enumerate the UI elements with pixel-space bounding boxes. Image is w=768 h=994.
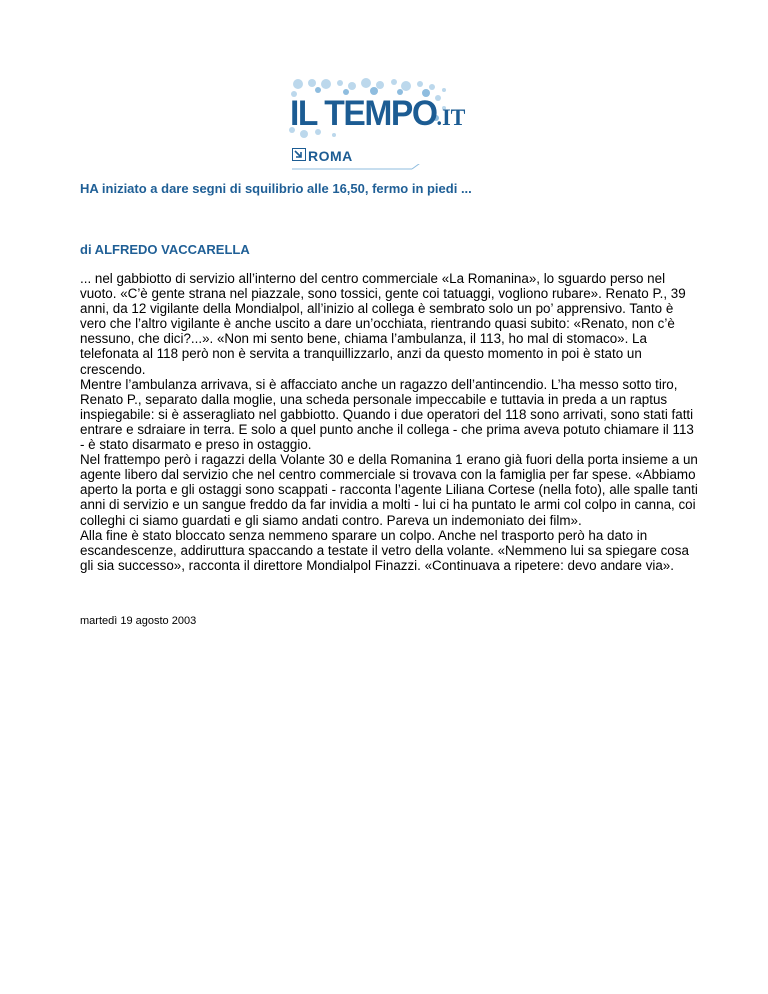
logo-wordmark <box>290 96 465 131</box>
site-logo[interactable] <box>288 78 466 168</box>
article-lead: HA iniziato a dare segni di squilibrio alle 16,50, fermo in piedi ... <box>80 181 472 196</box>
article-date: martedì 19 agosto 2003 <box>80 615 197 627</box>
article-byline: di ALFREDO VACCARELLA <box>80 242 250 257</box>
article-paragraph: Alla fine è stato bloccato senza nemmeno sparare un colpo. Anche nel trasporto però ha dato in escandescenze, addiruttura spaccando a testate il vetro della volante. «Nemmeno lui sa spiegare cosa gli sia successo», racconta il direttore Mondialpol Finazzi. «Continuava a ripetere: devo andare via». <box>80 527 689 573</box>
article-body <box>80 271 700 573</box>
arrow-square-icon <box>292 148 306 161</box>
logo-underline <box>292 164 432 170</box>
article-paragraph: ... nel gabbiotto di servizio all’interno del centro commerciale «La Romanina», lo sguardo perso nel vuoto. «C’è gente strana nel piazzale, sono tossici, gente coi tatuaggi, vogliono rubare». Renato P., 39 anni, da 12 vigilante della Mondialpol, all’inizio al collega è sembrato solo un po’ apprensivo. Tanto è vero che l’altro vigilante è anche uscito a dare un’occhiata, rientrando quasi subito: «Renato, non c’è nessuno, che dici?...». «Non mi sento bene, chiama l’ambulanza, il 113, ho mal di stomaco». La telefonata al 118 però non è servita a tranquillizzarlo, anzi da questo momento in poi è stato un crescendo. <box>80 271 686 377</box>
article-paragraph: Mentre l’ambulanza arrivava, si è affacciato anche un ragazzo dell’antincendio. L’ha messo sotto tiro, Renato P., separato dalla moglie, una scheda personale impeccabile e tuttavia in preda a un raptus inspiegabile: si è asseragliato nel gabbiotto. Quando i due operatori del 118 sono arrivati, sono stati fatti entrare e sdraiare in terra. E solo a quel punto anche il collega - che prima aveva potuto chiamare il 113 - è stato disarmato e preso in ostaggio. <box>80 376 694 453</box>
logo-main-text: IL TEMPO <box>290 94 437 133</box>
logo-suffix-text: .IT <box>436 105 466 130</box>
article-paragraph: Nel frattempo però i ragazzi della Volante 30 e della Romanina 1 erano già fuori della porta insieme a un agente libero dal servizio che nel centro commerciale si trovava con la famiglia per far spese. «Abbiamo aperto la porta e gli ostaggi sono scappati - racconta l’agente Liliana Cortese (nella foto), alle spalle tanti anni di servizio e un sangue freddo da far invidia a molti - lui ci ha puntato le armi col colpo in canna, coi colleghi ci siamo guardati e gli siamo andati contro. Pareva un indemoniato dei film». <box>80 452 698 528</box>
logo-section-label: ROMA <box>308 148 353 164</box>
